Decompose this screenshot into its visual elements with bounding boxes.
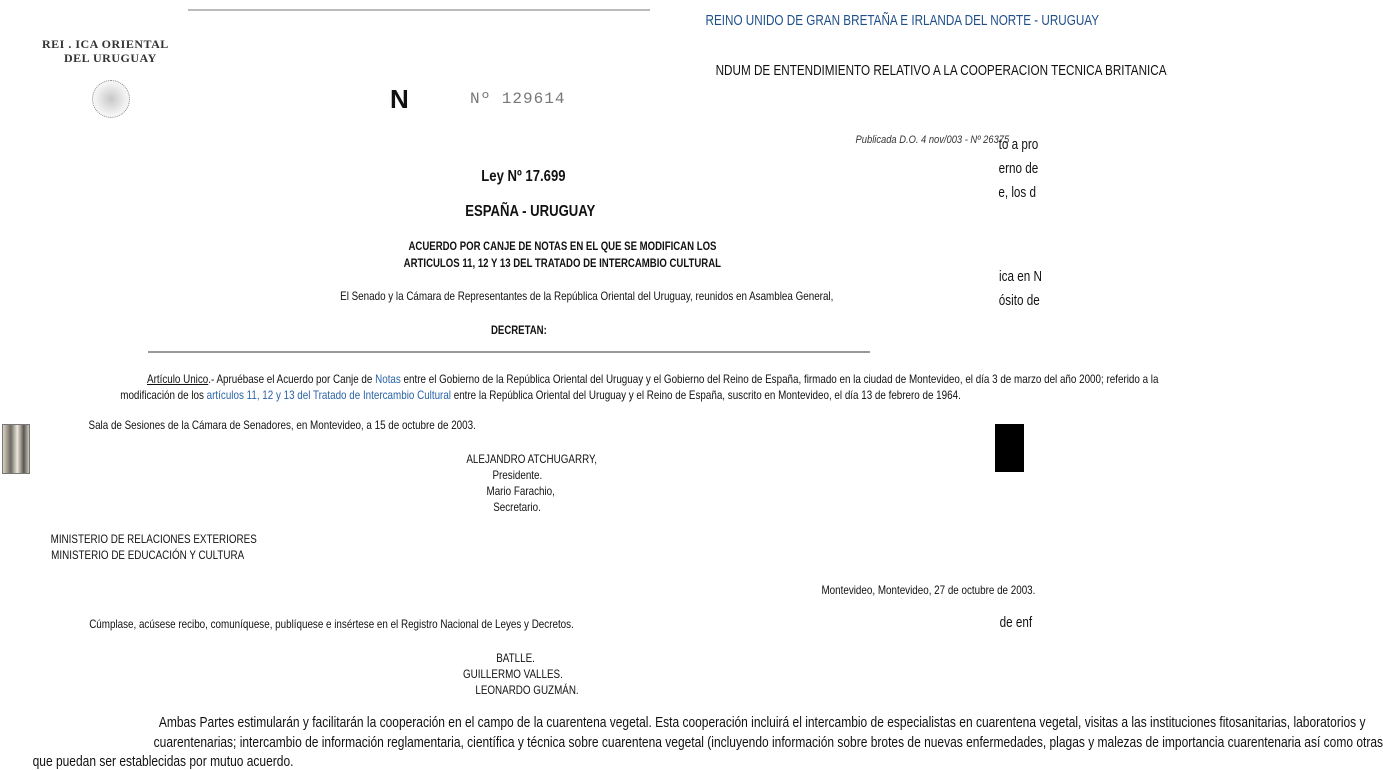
preamble: El Senado y la Cámara de Representantes de la República Oriental del Uruguay, reunidos en Asamblea General,	[340, 289, 834, 303]
countries-title: ESPAÑA - URUGUAY	[465, 203, 596, 220]
ministry-line: MINISTERIO DE RELACIONES EXTERIORES	[50, 532, 257, 546]
article-text: entre la República Oriental del Uruguay y el Reino de España, suscrito en Montevideo, el día 13 de febrero de 1964.	[450, 388, 961, 402]
session-line: Sala de Sesiones de la Cámara de Senadores, en Montevideo, a 15 de octubre de 2003.	[88, 418, 476, 432]
notas-link[interactable]: Notas	[375, 372, 401, 386]
coat-of-arms-seal-icon	[92, 80, 130, 118]
article-text: entre el Gobierno de la República Oriental del Uruguay y el Gobierno del Reino de España, firmado en la ciudad de Montevideo, el día 3 de marzo del año 2000; referido a la	[400, 372, 1159, 386]
background-fragment: e, los d	[998, 184, 1037, 201]
background-body-line: Ambas Partes estimularán y facilitarán la cooperación en el campo de la cuarentena vegetal. Esta cooperación incluirá el intercambio de especialistas en cuarentena vegetal, visitas a las instituciones fitosanitarias, laboratorios y	[158, 714, 1366, 731]
building-thumbnail	[2, 424, 30, 474]
publication-note: Publicada D.O. 4 nov/003 - Nº 26375	[855, 134, 1010, 146]
signatory-line: Secretario.	[493, 500, 541, 514]
background-subtitle: NDUM DE ENTENDIMIENTO RELATIVO A LA COOPERACION TECNICA BRITANICA	[715, 62, 1167, 79]
background-fragment: ica en N	[999, 268, 1042, 285]
background-fragment: ósito de	[998, 292, 1040, 309]
top-rule	[188, 9, 650, 11]
signatory-line: Presidente.	[492, 468, 543, 482]
decretan-heading: DECRETAN:	[490, 323, 547, 337]
article-label: Artículo Unico	[147, 372, 209, 386]
law-title: Ley Nº 17.699	[481, 168, 566, 185]
final-signer: BATLLE.	[496, 651, 535, 665]
letterhead-line: DEL URUGUAY	[64, 51, 157, 65]
final-signer: GUILLERMO VALLES.	[462, 667, 563, 681]
section-divider	[148, 351, 870, 353]
ministry-line: MINISTERIO DE EDUCACIÓN Y CULTURA	[51, 548, 245, 562]
signatory-line: Mario Farachio,	[486, 484, 555, 498]
background-title: REINO UNIDO DE GRAN BRETAÑA E IRLANDA DEL NORTE - URUGUAY	[705, 12, 1100, 29]
document-letter: N	[390, 84, 409, 114]
background-body-line: cuarentenarias; intercambio de información reglamentaria, científica y técnica sobre cuarentena vegetal (incluyendo información sobre brotes de nuevas enfermedades, plagas y malezas de importancia cuarentenaria así como otras	[153, 734, 1383, 751]
date-place: Montevideo, Montevideo, 27 de octubre de 2003.	[821, 583, 1036, 597]
letterhead-line: REI . ICA ORIENTAL	[42, 37, 169, 51]
serial-number: Nº 129614	[470, 90, 566, 108]
background-body-line: que puedan ser establecidas por mutuo acuerdo.	[32, 753, 294, 770]
background-fragment: de enf	[999, 614, 1033, 631]
promulgation: Cúmplase, acúsese recibo, comuníquese, publíquese e insértese en el Registro Nacional de Leyes y Decretos.	[89, 617, 574, 631]
article-text: modificación de los	[120, 388, 207, 402]
article-text: .- Apruébase el Acuerdo por Canje de	[208, 372, 376, 386]
background-fragment: erno de	[998, 160, 1039, 177]
article-paragraph-line2	[120, 388, 961, 402]
treaty-articles-link[interactable]: artículos 11, 12 y 13 del Tratado de Intercambio Cultural	[206, 388, 451, 402]
background-fragment: to a pro	[998, 136, 1039, 153]
agreement-title-line: ACUERDO POR CANJE DE NOTAS EN EL QUE SE MODIFICAN LOS	[408, 239, 717, 253]
agreement-title-line: ARTICULOS 11, 12 Y 13 DEL TRATADO DE INTERCAMBIO CULTURAL	[403, 256, 722, 270]
signatory-line: ALEJANDRO ATCHUGARRY,	[466, 452, 598, 466]
article-paragraph-line1	[147, 372, 1158, 386]
final-signer: LEONARDO GUZMÁN.	[475, 683, 579, 697]
